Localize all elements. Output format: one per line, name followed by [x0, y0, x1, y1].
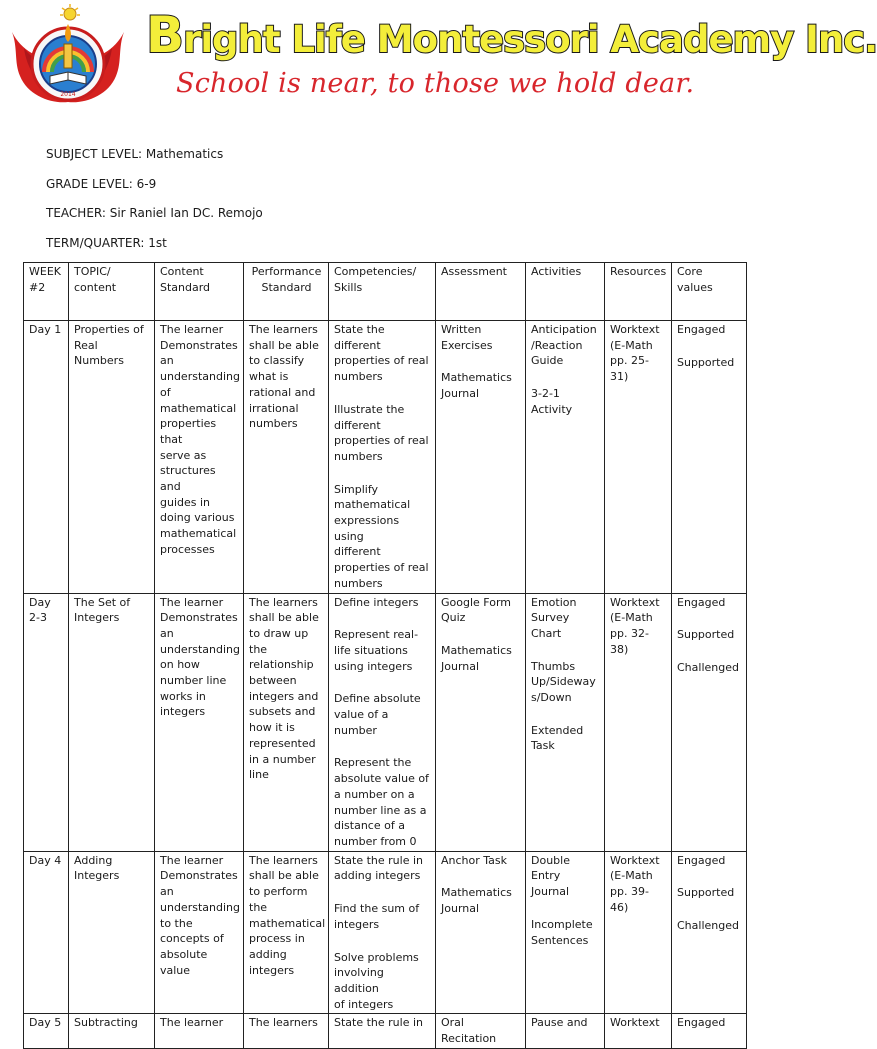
header-topic: TOPIC/ content [69, 263, 155, 321]
header-activities: Activities [526, 263, 605, 321]
week-cell: Day 1 [24, 321, 69, 594]
week-cell: Day 5 [24, 1014, 69, 1048]
table-row [24, 851, 747, 1014]
school-name [146, 6, 877, 67]
competencies-cell: State the rule in [329, 1014, 436, 1048]
school-logo [4, 2, 132, 110]
performance-standard-cell: The learners shall be able to draw up the relationship between integers and subsets and how it is represented in a number line [244, 593, 329, 851]
topic-cell: The Set of Integers [69, 593, 155, 851]
resources-cell: Worktext (E-Math pp. 32-38) [605, 593, 672, 851]
assessment-cell: Oral Recitation [436, 1014, 526, 1048]
term-quarter: TERM/QUARTER: 1st [46, 236, 167, 250]
core-values-cell: Engaged Supported Challenged [672, 851, 747, 1014]
school-name-initial: B [146, 6, 184, 64]
header-competencies: Competencies/ Skills [329, 263, 436, 321]
header-performance-standard: Performance Standard [244, 263, 329, 321]
grade-level: GRADE LEVEL: 6-9 [46, 177, 157, 191]
activities-cell: Double Entry Journal Incomplete Sentences [526, 851, 605, 1014]
header-resources: Resources [605, 263, 672, 321]
assessment-cell: Written Exercises Mathematics Journal [436, 321, 526, 594]
activities-cell: Anticipation /Reaction Guide 3-2-1 Activity [526, 321, 605, 594]
header-content-standard: Content Standard [155, 263, 244, 321]
activities-cell: Emotion Survey Chart Thumbs Up/Sideway s/Down Extended Task [526, 593, 605, 851]
school-name-rest: right Life Montessori Academy Inc. [183, 18, 877, 61]
performance-standard-cell: The learners shall be able to classify what is rational and irrational numbers [244, 321, 329, 594]
table-row [24, 321, 747, 594]
core-values-cell: Engaged Supported Challenged [672, 593, 747, 851]
topic-cell: Adding Integers [69, 851, 155, 1014]
performance-standard-cell: The learners [244, 1014, 329, 1048]
table-row [24, 1014, 747, 1048]
core-values-cell: Engaged Supported [672, 321, 747, 594]
core-values-cell: Engaged [672, 1014, 747, 1048]
header-week: WEEK #2 [24, 263, 69, 321]
resources-cell: Worktext [605, 1014, 672, 1048]
assessment-cell: Google Form Quiz Mathematics Journal [436, 593, 526, 851]
content-standard-cell: The learner Demonstrates an understanding of mathematical properties that serve as structures and guides in doing various mathematical processes [155, 321, 244, 594]
lesson-plan-table [23, 262, 747, 1049]
competencies-cell: Define integers Represent real- life situations using integers Define absolute value of a number Represent the absolute value of a number on a number line as a distance of a number from 0 [329, 593, 436, 851]
teacher-name: TEACHER: Sir Raniel Ian DC. Remojo [46, 206, 263, 220]
competencies-cell: State the different properties of real numbers Illustrate the different properties of real numbers Simplify mathematical expressions using different properties of real numbers [329, 321, 436, 594]
content-standard-cell: The learner Demonstrates an understanding to the concepts of absolute value [155, 851, 244, 1014]
topic-cell: Subtracting [69, 1014, 155, 1048]
content-standard-cell: The learner Demonstrates an understanding on how number line works in integers [155, 593, 244, 851]
header-core-values: Core values [672, 263, 747, 321]
table-header-row [24, 263, 747, 321]
school-tagline: School is near, to those we hold dear. [176, 68, 695, 99]
week-cell: Day 4 [24, 851, 69, 1014]
header-assessment: Assessment [436, 263, 526, 321]
competencies-cell: State the rule in adding integers Find the sum of integers Solve problems involving addition of integers [329, 851, 436, 1014]
logo-year: 2014 [60, 91, 76, 98]
performance-standard-cell: The learners shall be able to perform the mathematical process in adding integers [244, 851, 329, 1014]
week-cell: Day 2-3 [24, 593, 69, 851]
content-standard-cell: The learner [155, 1014, 244, 1048]
resources-cell: Worktext (E-Math pp. 25-31) [605, 321, 672, 594]
subject-level: SUBJECT LEVEL: Mathematics [46, 147, 224, 161]
topic-cell: Properties of Real Numbers [69, 321, 155, 594]
table-row [24, 593, 747, 851]
resources-cell: Worktext (E-Math pp. 39-46) [605, 851, 672, 1014]
activities-cell: Pause and [526, 1014, 605, 1048]
assessment-cell: Anchor Task Mathematics Journal [436, 851, 526, 1014]
